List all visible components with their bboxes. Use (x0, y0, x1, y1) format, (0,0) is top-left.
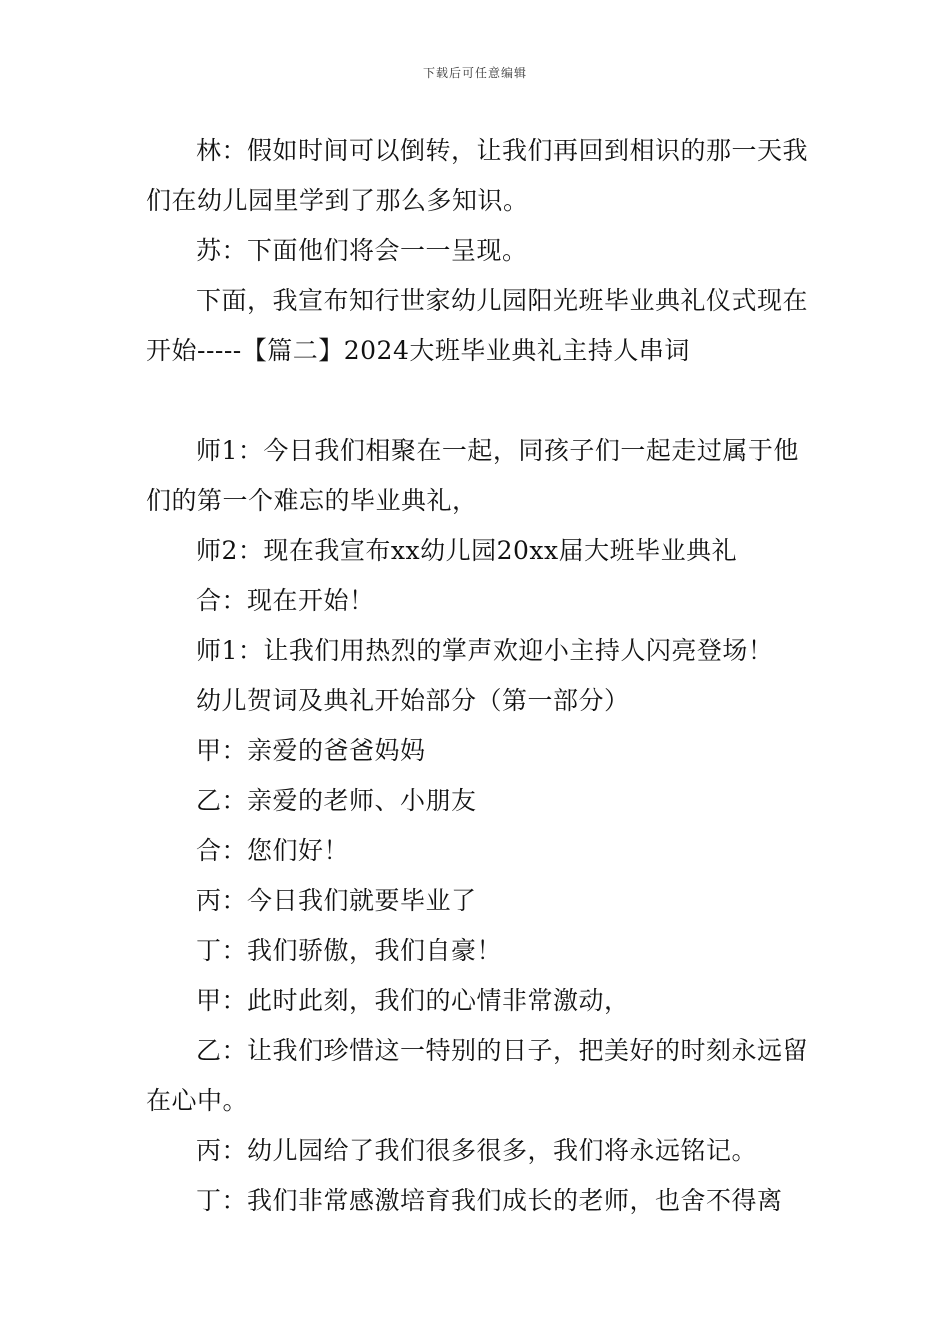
paragraph-jia-1: 甲：亲爱的爸爸妈妈 (196, 736, 426, 765)
paragraph-yi-2: 乙：让我们珍惜这一特别的日子，把美好的时刻永远留在心中。 (146, 1036, 809, 1115)
section-heading: 幼儿贺词及典礼开始部分（第一部分） (196, 686, 630, 715)
paragraph-together-hello: 合：您们好！ (196, 836, 350, 865)
paragraph-teacher2: 师2：现在我宣布xx幼儿园20xx届大班毕业典礼 (196, 536, 738, 565)
paragraph-announcement: 下面，我宣布知行世家幼儿园阳光班毕业典礼仪式现在开始-----【篇二】2024大班毕业典礼主持人串词 (146, 286, 809, 365)
paragraph-teacher1-opening: 师1：今日我们相聚在一起，同孩子们一起走过属于他们的第一个难忘的毕业典礼， (146, 436, 799, 515)
paragraph-jia-2: 甲：此时此刻，我们的心情非常激动， (196, 986, 630, 1015)
paragraph-ding-1: 丁：我们骄傲，我们自豪！ (196, 936, 503, 965)
paragraph-su: 苏：下面他们将会一一呈现。 (196, 236, 528, 265)
paragraph-together-start: 合：现在开始！ (196, 586, 375, 615)
document-body (146, 126, 808, 1226)
paragraph-ding-2: 丁：我们非常感激培育我们成长的老师，也舍不得离 (196, 1186, 783, 1215)
paragraph-bing-1: 丙：今日我们就要毕业了 (196, 886, 477, 915)
page-header: 下载后可任意编辑 (422, 66, 527, 80)
paragraph-lin: 林：假如时间可以倒转，让我们再回到相识的那一天我们在幼儿园里学到了那么多知识。 (146, 136, 809, 215)
blank-line (146, 376, 808, 426)
paragraph-bing-2: 丙：幼儿园给了我们很多很多，我们将永远铭记。 (196, 1136, 758, 1165)
paragraph-yi-1: 乙：亲爱的老师、小朋友 (196, 786, 477, 815)
paragraph-teacher1-welcome: 师1：让我们用热烈的掌声欢迎小主持人闪亮登场！ (196, 636, 774, 665)
